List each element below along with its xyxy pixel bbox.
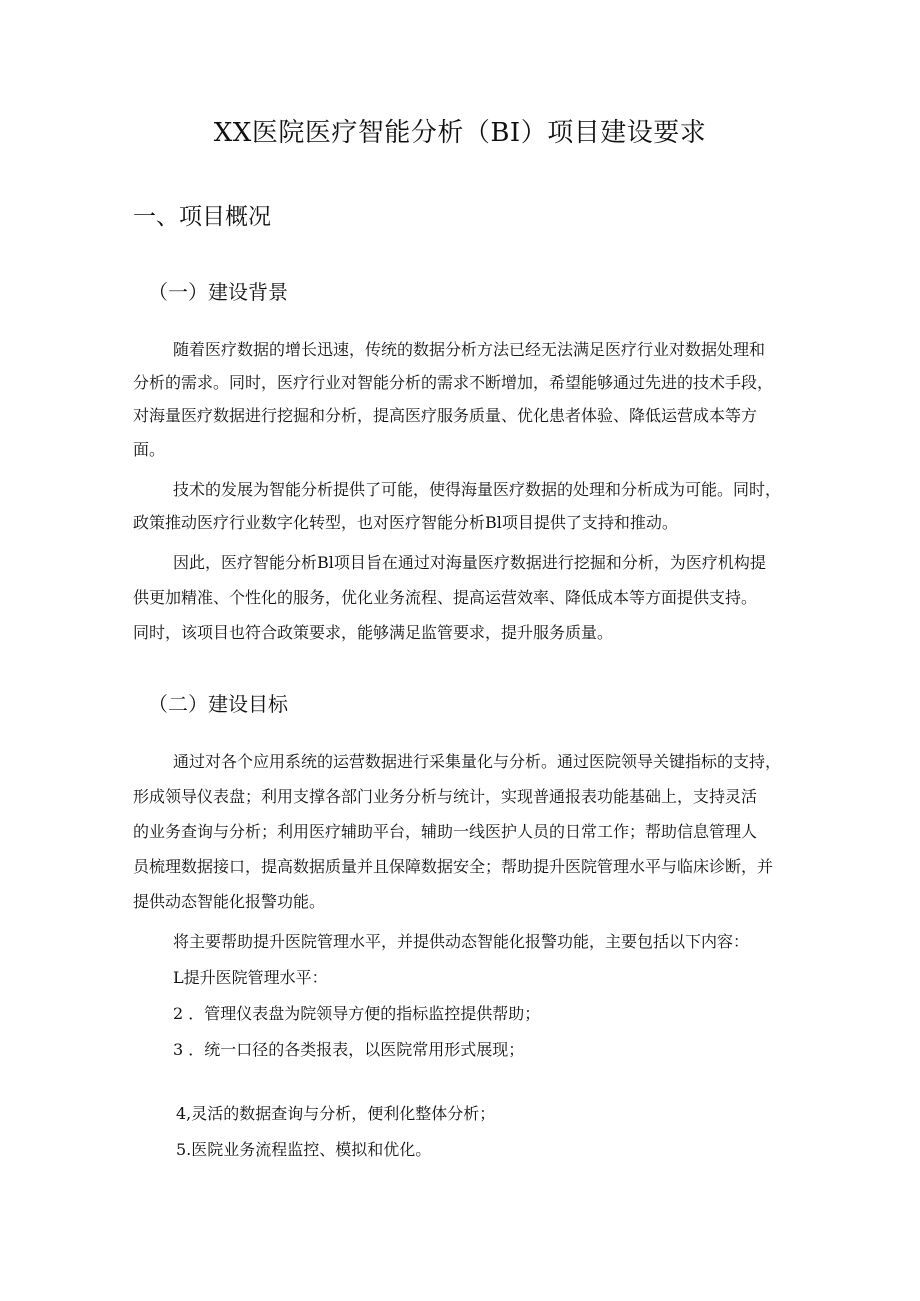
paragraph-line: 形成领导仪表盘；利用支撑各部门业务分析与统计，实现普通报表功能基础上，支持灵活 bbox=[133, 787, 758, 806]
list-item: 2 ．管理仪表盘为院领导方便的指标监控提供帮助； bbox=[173, 1004, 541, 1023]
document-title: XX医院医疗智能分析（BI）项目建设要求 bbox=[213, 118, 707, 148]
paragraph-line: 对海量医疗数据进行挖掘和分析，提高医疗服务质量、优化患者体验、降低运营成本等方 bbox=[133, 406, 758, 425]
paragraph-line: 通过对各个应用系统的运营数据进行采集量化与分析。通过医院领导关键指标的支持， bbox=[173, 752, 782, 771]
paragraph-line: 政策推动医疗行业数字化转型，也对医疗智能分析Bl项目提供了支持和推动。 bbox=[133, 513, 678, 532]
paragraph-line: 同时，该项目也符合政策要求，能够满足监管要求，提升服务质量。 bbox=[133, 623, 614, 642]
paragraph-line: 因此，医疗智能分析Bl项目旨在通过对海量医疗数据进行挖掘和分析，为医疗机构提 bbox=[173, 553, 766, 572]
paragraph-line: 将主要帮助提升医院管理水平，并提供动态智能化报警功能，主要包括以下内容： bbox=[173, 932, 750, 951]
paragraph-line: 员梳理数据接口，提高数据质量并且保障数据安全；帮助提升医院管理水平与临床诊断，并 bbox=[133, 857, 774, 876]
list-item: 5.医院业务流程监控、模拟和优化。 bbox=[176, 1140, 432, 1159]
paragraph-line: 面。 bbox=[133, 440, 166, 459]
paragraph-line: 的业务查询与分析；利用医疗辅助平台，辅助一线医护人员的日常工作；帮助信息管理人 bbox=[133, 822, 758, 841]
paragraph-line: 提供动态智能化报警功能。 bbox=[133, 892, 326, 911]
list-item: L提升医院管理水平： bbox=[173, 968, 328, 987]
paragraph-line: 随着医疗数据的增长迅速，传统的数据分析方法已经无法满足医疗行业对数据处理和 bbox=[173, 340, 766, 359]
paragraph-line: 分析的需求。同时，医疗行业对智能分析的需求不断增加，希望能够通过先进的技术手段， bbox=[133, 373, 774, 392]
subsection-heading-goals: （二）建设目标 bbox=[148, 692, 288, 716]
paragraph-line: 技术的发展为智能分析提供了可能，使得海量医疗数据的处理和分析成为可能。同时， bbox=[173, 480, 782, 499]
subsection-heading-background: （一）建设背景 bbox=[148, 280, 288, 304]
list-item: 4,灵活的数据查询与分析，便利化整体分析； bbox=[176, 1104, 496, 1123]
list-item: 3 ．统一口径的各类报表，以医院常用形式展现； bbox=[173, 1040, 525, 1059]
section-heading-overview: 一、项目概况 bbox=[133, 204, 271, 230]
paragraph-line: 供更加精准、个性化的服务，优化业务流程、提高运营效率、降低成本等方面提供支持。 bbox=[133, 588, 758, 607]
